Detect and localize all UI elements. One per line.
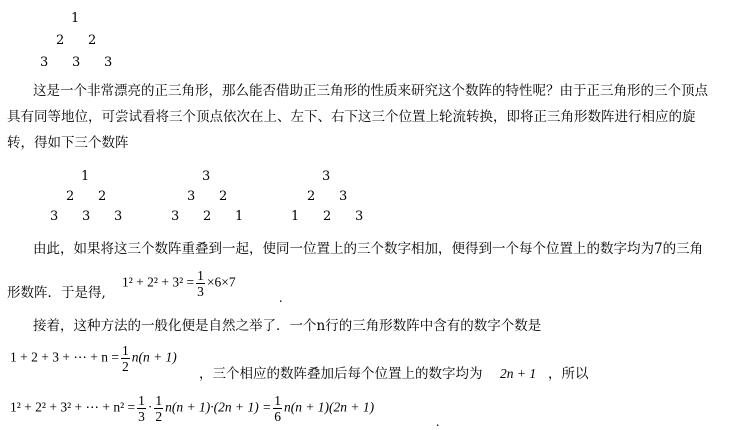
triangle-main-r2-c1: 2	[56, 33, 65, 48]
triangle-2-r1-c1: 3	[202, 169, 211, 184]
formula-sum-of-squares-3	[122, 268, 236, 299]
triangle-1-r3-c3: 3	[114, 209, 123, 224]
triangle-1-r3-c1: 3	[50, 209, 59, 224]
formula-sum-of-squares-n	[10, 393, 374, 424]
fraction-one-half	[121, 343, 130, 374]
formula-sum-1-to-n	[10, 343, 177, 374]
triangle-2-r3-c2: 2	[203, 209, 212, 224]
triangle-2-r2-c1: 3	[187, 189, 196, 204]
paragraph-1-line-2: 具有同等地位，可尝试看将三个顶点依次在上、左下、右下这三个位置上轮流转换，即将正三角形数阵进行相应的旋	[7, 109, 696, 125]
triangle-1-r2-c2: 2	[98, 189, 107, 204]
triangle-main-r3-c3: 3	[104, 55, 113, 70]
formula-2-rhs: n(n + 1)	[131, 349, 177, 365]
formula-1-period: .	[279, 290, 283, 305]
formula-2-lhs: 1 + 2 + 3 + ⋯ + n =	[10, 349, 119, 365]
fraction-one-third	[137, 393, 146, 424]
formula-4-mid: n(n + 1)·(2n + 1) =	[165, 399, 272, 415]
fraction-numerator: 1	[121, 343, 129, 358]
triangle-3-r2-c1: 2	[307, 189, 316, 204]
fraction-one-third	[196, 268, 205, 299]
fraction-one-sixth	[273, 393, 282, 424]
paragraph-3-suffix-text: ，所以	[548, 366, 589, 382]
fraction-denominator: 3	[138, 409, 145, 424]
fraction-numerator: 1	[197, 268, 204, 283]
paragraph-3-line-1: 接着，这种方法的一般化便是自然之举了．一个n行的三角形数阵中含有的数字个数是	[33, 318, 542, 334]
fraction-denominator: 2	[155, 409, 163, 424]
triangle-main-r2-c2: 2	[88, 33, 97, 48]
paragraph-1-line-1: 这是一个非常漂亮的正三角形，那么能否借助正三角形的性质来研究这个数阵的特性呢？由于正三角形的三个顶点	[33, 83, 708, 99]
triangle-1-r3-c2: 3	[82, 209, 91, 224]
triangle-3-r3-c2: 2	[323, 209, 332, 224]
triangle-3-r2-c2: 3	[339, 189, 348, 204]
dot-operator: ·	[147, 399, 153, 415]
paragraph-2-line-1: 由此，如果将这三个数阵重叠到一起，使同一位置上的三个数字相加，便得到一个每个位置上的数字均为7的三角	[33, 241, 704, 257]
formula-2n-plus-1: 2n + 1	[500, 366, 537, 381]
fraction-denominator: 3	[197, 284, 204, 299]
fraction-one-half	[154, 393, 163, 424]
fraction-denominator: 2	[121, 359, 129, 374]
triangle-2-r3-c3: 1	[235, 209, 244, 224]
triangle-main-r1-c1: 1	[71, 11, 80, 26]
fraction-denominator: 6	[274, 409, 281, 424]
triangle-3-r3-c1: 1	[291, 209, 300, 224]
triangle-2-r3-c1: 3	[171, 209, 180, 224]
triangle-main-r3-c1: 3	[40, 55, 49, 70]
formula-1-lhs: 1² + 2² + 3² =	[122, 274, 195, 290]
formula-4-period: .	[436, 414, 440, 429]
paragraph-3-mid-text: ，三个相应的数阵叠加后每个位置上的数字均为	[199, 366, 483, 382]
triangle-main-r3-c2: 3	[72, 55, 81, 70]
formula-4-rhs: n(n + 1)(2n + 1)	[283, 399, 375, 415]
triangle-3-r3-c3: 3	[355, 209, 364, 224]
triangle-1-r2-c1: 2	[66, 189, 75, 204]
triangle-3-r1-c1: 3	[322, 169, 331, 184]
fraction-numerator: 1	[138, 393, 145, 408]
fraction-numerator: 1	[274, 393, 281, 408]
formula-1-rhs: ×6×7	[206, 274, 236, 290]
fraction-numerator: 1	[155, 393, 163, 408]
paragraph-1-line-3: 转，得如下三个数阵	[7, 135, 129, 151]
paragraph-2-line-2-prefix: 形数阵．于是得,	[7, 285, 106, 301]
triangle-1-r1-c1: 1	[81, 169, 90, 184]
triangle-2-r2-c2: 2	[219, 189, 228, 204]
formula-4-lhs: 1² + 2² + 3² + ⋯ + n² =	[10, 399, 136, 415]
